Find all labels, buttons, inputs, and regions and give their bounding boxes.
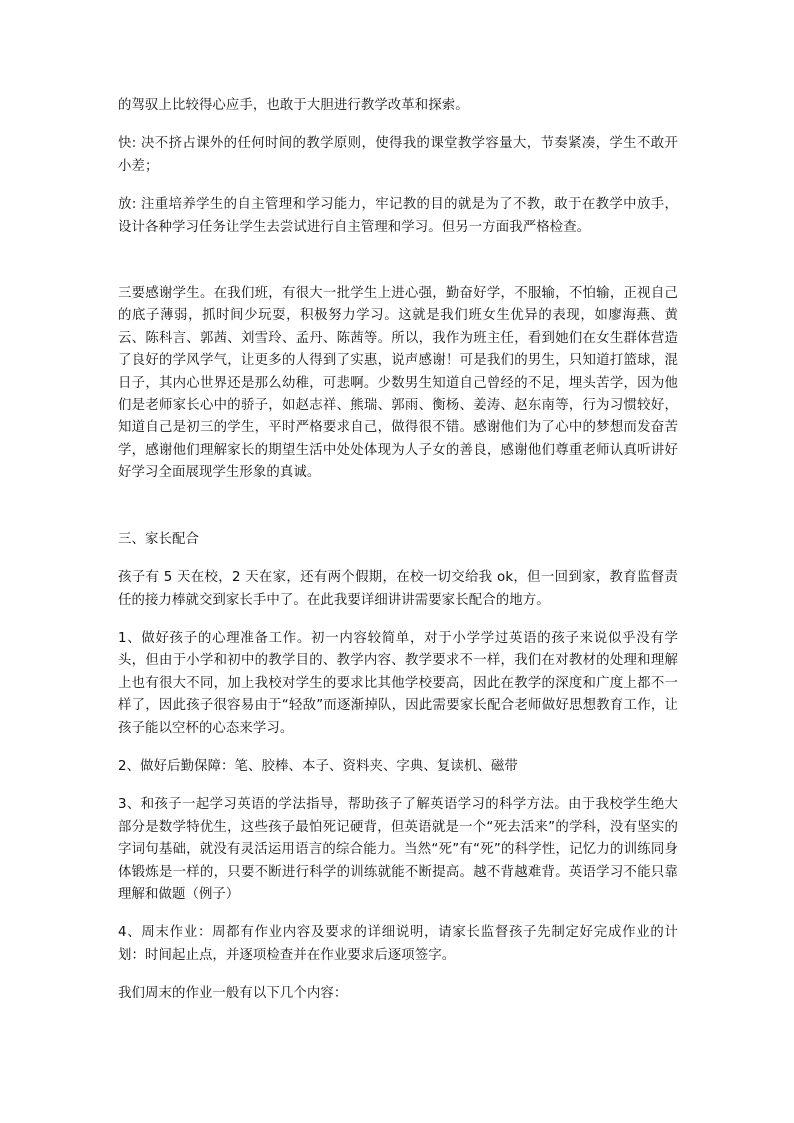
paragraph-fast: 快: 决不挤占课外的任何时间的教学原则，使得我的课堂教学容量大，节奏紧凑，学生不敢开小差； — [118, 136, 678, 174]
paragraph-weekend-contents: 我们周末的作业一般有以下几个内容： — [118, 986, 348, 1002]
list-item-learning-method: 3、和孩子一起学习英语的学法指导，帮助孩子了解英语学习的科学方法。由于我校学生绝大部分是数学特优生，这些孩子最怕死记硬背，但英语就是一个“死去活来”的学科，没有坚实的字词句基础，就没有灵活运用语言的综合能力。当然“死”有“死”的科学性，记忆力的训练同身体锻炼是一样的，只要不断进行科学的训练就能不断提高。越不背越难背。英语学习不能只靠理解和做题（例子） — [118, 797, 678, 902]
paragraph-teaching-confidence: 的驾驭上比较得心应手，也敢于大胆进行教学改革和探索。 — [118, 98, 469, 113]
paragraph-home-supervision: 孩子有 5 天在校，2 天在家，还有两个假期，在校一切交给我 ok，但一回到家，教育监督责任的接力棒就交到家长手中了。在此我要详细讲讲需要家长配合的地方。 — [118, 570, 678, 608]
list-item-weekend-homework: 4、周末作业：周都有作业内容及要求的详细说明，请家长监督孩子先制定好完成作业的计划：时间起止点，并逐项检查并在作业要求后逐项签字。 — [118, 925, 678, 963]
section-heading-parent-cooperation: 三、家长配合 — [118, 531, 199, 547]
document-body — [118, 95, 678, 1006]
list-item-psychological-prep: 1、做好孩子的心理准备工作。初一内容较简单，对于小学学过英语的孩子来说似乎没有学头，但由于小学和初中的教学目的、教学内容、教学要求不一样，我们在对教材的处理和理解上也有很大不同，加上我校对学生的要求比其他学校要高，因此在教学的深度和广度上都不一样了，因此孩子很容易由于“轻敌”而逐渐掉队，因此需要家长配合老师做好思想教育工作，让孩子能以空杯的心态来学习。 — [118, 630, 678, 736]
paragraph-release: 放: 注重培养学生的自主管理和学习能力，牢记教的目的就是为了不教，敢于在教学中放手，设计各种学习任务让学生去尝试进行自主管理和学习。但另一方面我严格检查。 — [118, 197, 678, 235]
list-item-logistics: 2、做好后勤保障：笔、胶棒、本子、资料夹、字典、复读机、磁带 — [118, 758, 518, 774]
paragraph-thank-students: 三要感谢学生。在我们班，有很大一批学生上进心强，勤奋好学，不服输，不怕输，正视自己的底子薄弱，抓时间少玩耍，积极努力学习。这就是我们班女生优异的表现，如廖海燕、黄云、陈科言、郭茜、刘雪玲、孟丹、陈茜等。所以，我作为班主任，看到她们在女生群体营造了良好的学风学气，让更多的人得到了实惠，说声感谢！可是我们的男生，只知道打篮球，混日子，其内心世界还是那么幼稚，可悲啊。少数男生知道自己曾经的不足，埋头苦学，因为他们是老师家长心中的骄子，如赵志祥、熊瑞、郭雨、衡杨、姜涛、赵东南等，行为习惯较好，知道自己是初三的学生，平时严格要求自己，做得很不错。感谢他们为了心中的梦想而发奋苦学，感谢他们理解家长的期望生活中处处体现为人子女的善良，感谢他们尊重老师认真听讲好好学习全面展现学生形象的真诚。 — [118, 286, 678, 481]
